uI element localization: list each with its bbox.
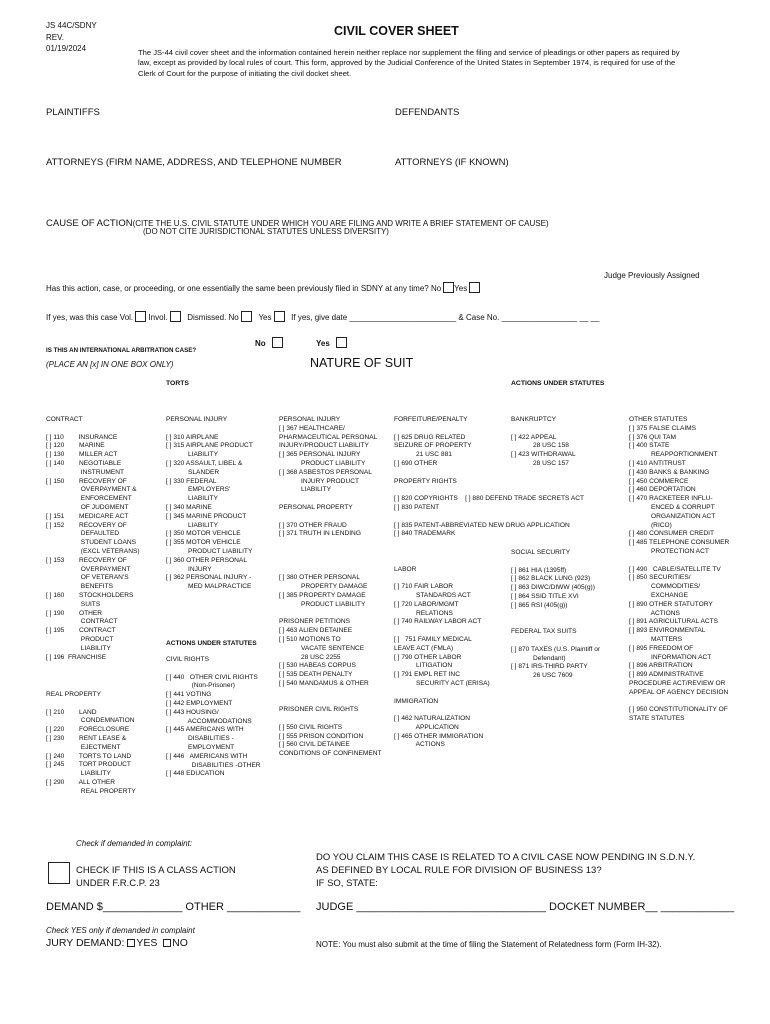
bankruptcy-section: BANKRUPTCY [ ] 422 APPEAL 28 USC 158 [ ] 423 WITHDRAWAL 28 USC 157 — [511, 416, 576, 467]
actions-under-statutes-header: ACTIONS UNDER STATUTES — [511, 380, 605, 387]
invol-checkbox[interactable] — [170, 311, 181, 322]
personal-injury-section: PERSONAL INJURY [ ] 310 AIRPLANE [ ] 315 AIRPLANE PRODUCT LIABILITY [ ] 320 ASSAULT, LIBEL & SLANDER [ ] 330 FEDERAL EMPLOYERS' LIABILITY [ ] 340 MARINE [ ] 345 MARINE PRODUCT LIABILITY [ ] 350 MOTOR VEHICLE [ ] 355 MOTOR VEHICLE PRODUCT LIABILITY [ ] 360 OTHER PERSONAL INJURY [ ] 362 PERSONAL INJURY - MED MALPRACTICE — [166, 416, 253, 591]
class-action-label — [76, 864, 236, 890]
cause-instruction-1: (CITE THE U.S. CIVIL STATUTE UNDER WHICH YOU ARE FILING AND WRITE A BRIEF STATEMENT OF CAUSE) — [132, 219, 549, 228]
jury-yes-checkbox[interactable] — [127, 939, 135, 947]
form-id — [46, 20, 97, 55]
check-if-demanded: Check if demanded in complaint: — [76, 839, 193, 848]
form-rev: REV. — [46, 32, 64, 42]
related-line-1: DO YOU CLAIM THIS CASE IS RELATED TO A CIVIL CASE NOW PENDING IN S.D.N.Y. — [316, 852, 696, 863]
vol-checkbox[interactable] — [135, 311, 146, 322]
check-yes-instruction: Check YES only if demanded in complaint — [46, 926, 195, 935]
invol-label: Invol. — [148, 313, 168, 322]
real-property-section: REAL PROPERTY [ ] 210 LAND CONDEMNATION [ ] 220 FORECLOSURE [ ] 230 RENT LEASE & EJECTMENT [ ] 240 TORTS TO LAND [ ] 245 TORT PRODUCT LIABILITY [ ] 290 ALL OTHER REAL PROPERTY — [46, 691, 136, 795]
vol-label: If yes, was this case Vol. — [46, 313, 134, 322]
plaintiff-attorneys-label: ATTORNEYS (FIRM NAME, ADDRESS, AND TELEPHONE NUMBER — [46, 157, 342, 168]
jury-demand-row — [46, 937, 188, 949]
dismissed-no-label: Dismissed. No — [187, 313, 239, 322]
dismissed-yes-label: Yes — [258, 313, 272, 322]
intro-text: The JS-44 civil cover sheet and the information contained herein neither replace nor supplement the filing and service of pleadings or other papers as required by law, except as provided by local rules of court. This form, approved by the Judicial Conference of the United States in September 1974, is required for use of the Clerk of Court for the purpose of initiating the civil docket sheet. — [138, 48, 680, 78]
jury-no-label: NO — [172, 937, 188, 949]
civil-rights-section: CIVIL RIGHTS [ ] 440 OTHER CIVIL RIGHTS (Non-Prisoner) [ ] 441 VOTING [ ] 442 EMPLOYMENT [ ] 443 HOUSING/ ACCOMMODATIONS [ ] 445 AMERICANS WITH DISABILITIES - EMPLOYMENT [ ] 446 AMERICANS WITH DISABILITIES -OTHER [ ] 448 EDUCATION — [166, 656, 261, 778]
arbitration-yes-label: Yes — [316, 339, 330, 348]
defendant-attorneys-label: ATTORNEYS (IF KNOWN) — [395, 157, 509, 168]
personal-property-section: PERSONAL INJURY [ ] 367 HEALTHCARE/ PHARMACEUTICAL PERSONAL INJURY/PRODUCT LIABILITY [ ] 365 PERSONAL INJURY PRODUCT LIABILITY [ ] 368 ASBESTOS PERSONAL INJURY PRODUCT LIABILITY PERSONAL PROPERTY [ ] 370 OTHER FRAUD [ ] 371 TRUTH IN LENDING [ ] 380 OTHER PERSONAL PROPERTY DAMAGE [ ] 385 PROPERTY DAMAGE PRODUCT LIABILITY PRISONER PETITIONS [ ] 463 ALIEN DETAINEE [ ] 510 MOTIONS TO VACATE SENTENCE 28 USC 2255 [ ] 530 HABEAS CORPUS [ ] 535 DEATH PENALTY [ ] 540 MANDAMUS & OTHER PRISONER CIVIL RIGHTS [ ] 550 CIVIL RIGHTS [ ] 555 PRISON CONDITION [ ] 560 CIVIL DETAINEE CONDITIONS OF CONFINEMENT — [279, 416, 382, 758]
class-action-checkbox[interactable] — [48, 862, 70, 884]
previously-filed-text: Has this action, case, or proceeding, or one essentially the same been previously filed in SDNY at any time? No — [46, 284, 442, 293]
dismissed-no-checkbox[interactable] — [241, 311, 252, 322]
related-line-3: IF SO, STATE: — [316, 878, 378, 889]
arbitration-no-label: No — [255, 339, 266, 348]
demand-field[interactable]: DEMAND $_____________ OTHER ____________ — [46, 901, 301, 913]
judge-docket-field[interactable]: JUDGE _______________________________ DOCKET NUMBER__ ____________ — [316, 901, 735, 913]
place-x-instruction: (PLACE AN [x] IN ONE BOX ONLY) — [46, 360, 174, 369]
cause-label: CAUSE OF ACTION — [46, 218, 133, 229]
class-action-line-1: CHECK IF THIS IS A CLASS ACTION — [76, 865, 236, 876]
relatedness-note: NOTE: You must also submit at the time of filing the Statement of Relatedness form (Form IH-32). — [316, 940, 662, 949]
cause-instruction-2: (DO NOT CITE JURISDICTIONAL STATUTES UNLESS DIVERSITY) — [143, 227, 389, 236]
case-disposition-row — [46, 311, 599, 322]
dismissed-yes-checkbox[interactable] — [274, 311, 285, 322]
judge-previously-assigned: Judge Previously Assigned — [604, 271, 700, 280]
arbitration-no-checkbox[interactable] — [272, 337, 283, 348]
other-statutes-section: OTHER STATUTES [ ] 375 FALSE CLAIMS [ ] 376 QUI TAM [ ] 400 STATE REAPPORTIONMENT [ ] 410 ANTITRUST [ ] 430 BANKS & BANKING [ ] 450 COMMERCE [ ] 460 DEPORTATION [ ] 470 RACKETEER INFLU- ENCED & CORRUPT ORGANIZATION ACT (RICO) [ ] 480 CONSUMER CREDIT [ ] 485 TELEPHONE CONSUMER PROTECTION ACT [ ] 490 CABLE/SATELLITE TV [ ] 850 SECURITIES/ COMMODITIES/ EXCHANGE [ ] 890 OTHER STATUTORY ACTIONS [ ] 891 AGRICULTURAL ACTS [ ] 893 ENVIRONMENTAL MATTERS [ ] 895 FREEDOM OF INFORMATION ACT [ ] 896 ARBITRATION [ ] 899 ADMINISTRATIVE PROCEDURE ACT/REVIEW OR APPEAL OF AGENCY DECISION [ ] 950 CONSTITUTIONALITY OF STATE STATUTES — [629, 416, 730, 723]
form-number: JS 44C/SDNY — [46, 21, 97, 30]
arbitration-row — [46, 339, 196, 357]
previously-filed-no-checkbox[interactable] — [443, 282, 454, 293]
give-date-field[interactable]: If yes, give date ________________________ & Case No. _________________ __ __ — [291, 313, 600, 322]
arbitration-yes-checkbox[interactable] — [336, 337, 347, 348]
form-date: 01/19/2024 — [46, 44, 87, 53]
related-line-2: AS DEFINED BY LOCAL RULE FOR DIVISION OF BUSINESS 13? — [316, 865, 602, 876]
jury-demand-label: JURY DEMAND: — [46, 937, 125, 949]
contract-section: CONTRACT [ ] 110 INSURANCE [ ] 120 MARINE [ ] 130 MILLER ACT [ ] 140 NEGOTIABLE INSTRUMENT [ ] 150 RECOVERY OF OVERPAYMENT & ENFORCEMENT OF JUDGMENT [ ] 151 MEDICARE ACT [ ] 152 RECOVERY OF DEFAULTED STUDENT LOANS (EXCL VETERANS) [ ] 153 RECOVERY OF OVERPAYMENT OF VETERAN'S BENEFITS [ ] 160 STOCKHOLDERS SUITS [ ] 190 OTHER CONTRACT [ ] 195 CONTRACT PRODUCT LIABILITY [ ] 196 FRANCHISE — [46, 416, 140, 661]
civil-rights-statutes-header: ACTIONS UNDER STATUTES — [166, 640, 257, 647]
defendants-label: DEFENDANTS — [395, 107, 460, 118]
jury-no-checkbox[interactable] — [163, 939, 171, 947]
social-security-section: SOCIAL SECURITY [ ] 861 HIA (1395ff) [ ] 862 BLACK LUNG (923) [ ] 863 DIWC/DIWW (405(g)) [ ] 864 SSID TITLE XVI [ ] 865 RSI (405(g)) FEDERAL TAX SUITS [ ] 870 TAXES (U.S. Plaintiff or Defendant) [ ] 871 IRS-THIRD PARTY 26 USC 7609 — [511, 549, 601, 680]
torts-header: TORTS — [166, 380, 189, 387]
arbitration-yes — [316, 337, 347, 348]
previously-filed-yes-checkbox[interactable] — [469, 282, 480, 293]
jury-yes-label: YES — [136, 937, 158, 949]
previously-filed-question — [46, 282, 480, 293]
arbitration-no — [255, 337, 283, 348]
forfeiture-labor-section: FORFEITURE/PENALTY [ ] 625 DRUG RELATED SEIZURE OF PROPERTY 21 USC 881 [ ] 690 OTHER PROPERTY RIGHTS [ ] 820 COPYRIGHTS [ ] 880 DEFEND TRADE SECRETS ACT [ ] 830 PATENT [ ] 835 PATENT-ABBREVIATED NEW DRUG APPLICATION [ ] 840 TRADEMARK LABOR [ ] 710 FAIR LABOR STANDARDS ACT [ ] 720 LABOR/MGMT RELATIONS [ ] 740 RAILWAY LABOR ACT [ ] 751 FAMILY MEDICAL LEAVE ACT (FMLA) [ ] 790 OTHER LABOR LITIGATION [ ] 791 EMPL RET INC SECURITY ACT (ERISA) IMMIGRATION [ ] 462 NATURALIZATION APPLICATION [ ] 465 OTHER IMMIGRATION ACTIONS — [394, 416, 585, 749]
arbitration-question: IS THIS AN INTERNATIONAL ARBITRATION CASE? — [46, 347, 197, 354]
plaintiffs-label: PLAINTIFFS — [46, 107, 100, 118]
nature-of-suit-title: NATURE OF SUIT — [310, 356, 414, 370]
page-title: CIVIL COVER SHEET — [334, 24, 459, 38]
class-action-line-2: UNDER F.R.C.P. 23 — [76, 878, 160, 889]
related-case-question — [316, 851, 695, 890]
previously-filed-yes-label: Yes — [454, 284, 468, 293]
